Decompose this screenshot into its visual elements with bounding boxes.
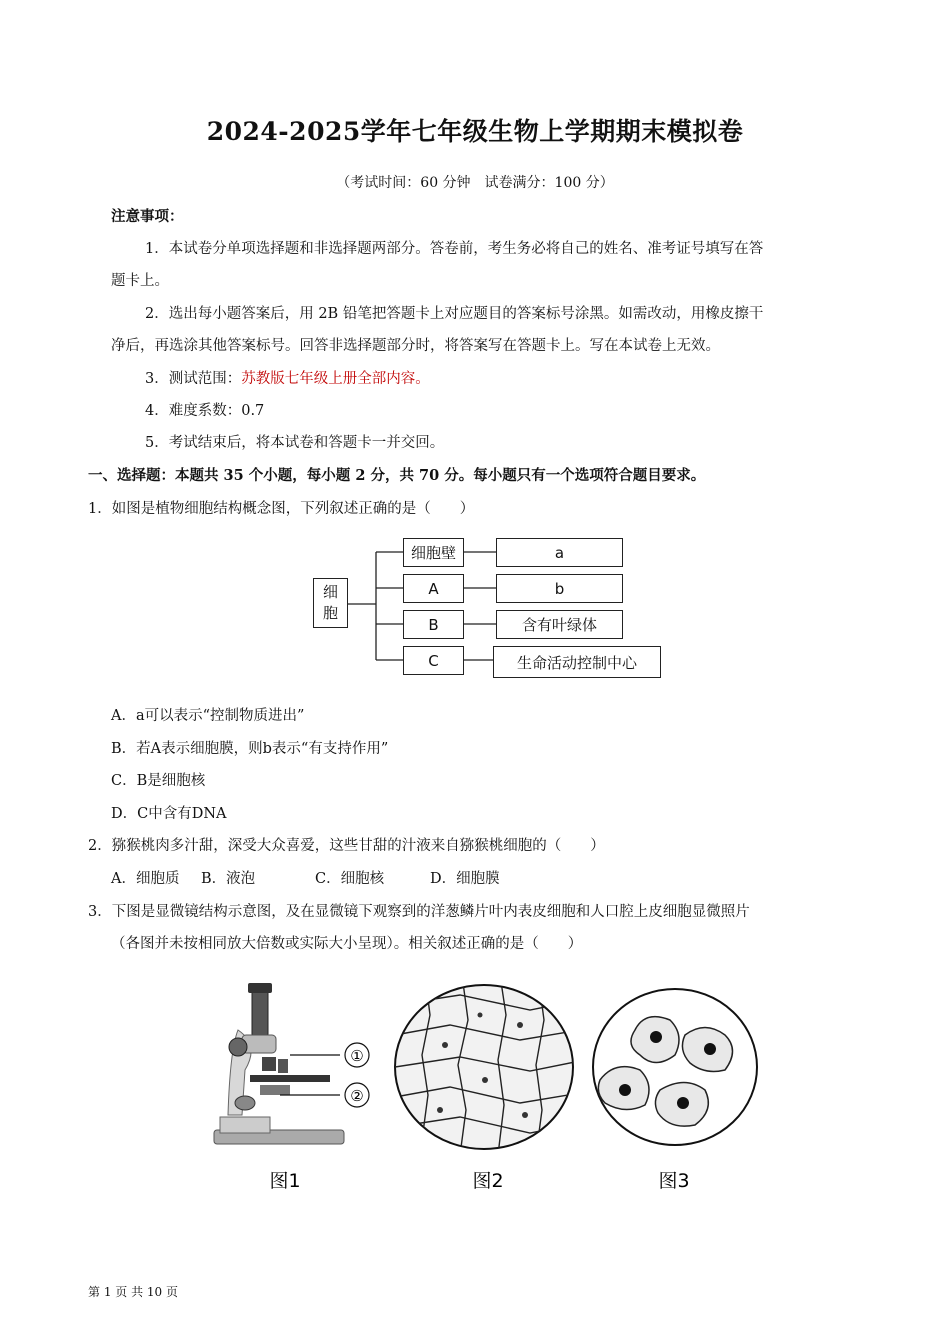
q3-stem-continued: （各图并未按相同放大倍数或实际大小呈现）。相关叙述正确的是（ ） bbox=[111, 936, 583, 952]
q3-figures bbox=[200, 975, 760, 1200]
microscope-illustration bbox=[214, 983, 344, 1144]
q2-stem: 2．猕猴桃肉多汁甜，深受大众喜爱，这些甘甜的汁液来自猕猴桃细胞的（ ） bbox=[88, 838, 605, 854]
microscope-label-1: ① bbox=[350, 1047, 364, 1065]
notes-item: 1．本试卷分单项选择题和非选择题两部分。答卷前，考生务必将自己的姓名、准考证号填写在答 bbox=[145, 241, 764, 257]
onion-cells-micrograph bbox=[395, 975, 580, 1155]
cheek-cells-micrograph bbox=[593, 989, 757, 1145]
diagram-node-c: C bbox=[403, 646, 464, 675]
exam-title: 2024-2025学年七年级生物上学期期末模拟卷 bbox=[206, 117, 744, 146]
section1-heading: 一、选择题：本题共 35 个小题，每小题 2 分，共 70 分。每小题只有一个选项符合题目要求。 bbox=[88, 467, 706, 484]
q1-option-b[interactable]: B．若A表示细胞膜，则b表示“有支持作用” bbox=[111, 741, 389, 757]
q2-option-a[interactable]: A．细胞质 bbox=[111, 871, 180, 887]
diagram-root-cell: 细 胞 bbox=[313, 578, 348, 628]
notes-range-label: 3．测试范围： bbox=[145, 371, 242, 387]
diagram-control-center: 生命活动控制中心 bbox=[493, 646, 661, 678]
notes-item: 4．难度系数：0.7 bbox=[145, 403, 265, 419]
exam-subtitle: （考试时间：60 分钟 试卷满分：100 分） bbox=[336, 175, 614, 191]
notes-item: 净后，再选涂其他答案标号。回答非选择题部分时，将答案写在答题卡上。写在本试卷上无效。 bbox=[111, 338, 720, 354]
notes-range-value: 苏教版七年级上册全部内容。 bbox=[241, 371, 430, 387]
diagram-chloroplast: 含有叶绿体 bbox=[496, 610, 623, 639]
notes-item: 题卡上。 bbox=[111, 273, 169, 289]
q1-option-c[interactable]: C．B是细胞核 bbox=[111, 773, 206, 789]
notes-item: 5．考试结束后，将本试卷和答题卡一并交回。 bbox=[145, 435, 445, 451]
diagram-node-a: A bbox=[403, 574, 464, 603]
diagram-cell-wall: 细胞壁 bbox=[403, 538, 464, 567]
figure-caption-1: 图1 bbox=[269, 1170, 301, 1192]
q3-stem: 3．下图是显微镜结构示意图，及在显微镜下观察到的洋葱鳞片叶内表皮细胞和人口腔上皮细胞显微照片 bbox=[88, 904, 750, 920]
q1-option-a[interactable]: A．a可以表示“控制物质进出” bbox=[111, 708, 305, 724]
diagram-desc-a: a bbox=[496, 538, 623, 567]
q1-option-d[interactable]: D．C中含有DNA bbox=[111, 806, 227, 822]
diagram-desc-b: b bbox=[496, 574, 623, 603]
notes-item: 2．选出每小题答案后，用 2B 铅笔把答题卡上对应题目的答案标号涂黑。如需改动，用橡皮擦干 bbox=[145, 306, 764, 322]
q2-option-c[interactable]: C．细胞核 bbox=[315, 871, 385, 887]
q2-option-d[interactable]: D．细胞膜 bbox=[430, 871, 500, 887]
notes-item bbox=[145, 367, 430, 388]
diagram-node-b: B bbox=[403, 610, 464, 639]
figure-caption-3: 图3 bbox=[658, 1170, 690, 1192]
notes-heading: 注意事项： bbox=[111, 208, 184, 225]
page-footer: 第 1 页 共 10 页 bbox=[88, 1285, 178, 1299]
q1-stem: 1．如图是植物细胞结构概念图，下列叙述正确的是（ ） bbox=[88, 501, 475, 517]
figure-caption-2: 图2 bbox=[472, 1170, 504, 1192]
microscope-label-2: ② bbox=[350, 1087, 364, 1105]
q2-option-b[interactable]: B．液泡 bbox=[201, 871, 256, 887]
